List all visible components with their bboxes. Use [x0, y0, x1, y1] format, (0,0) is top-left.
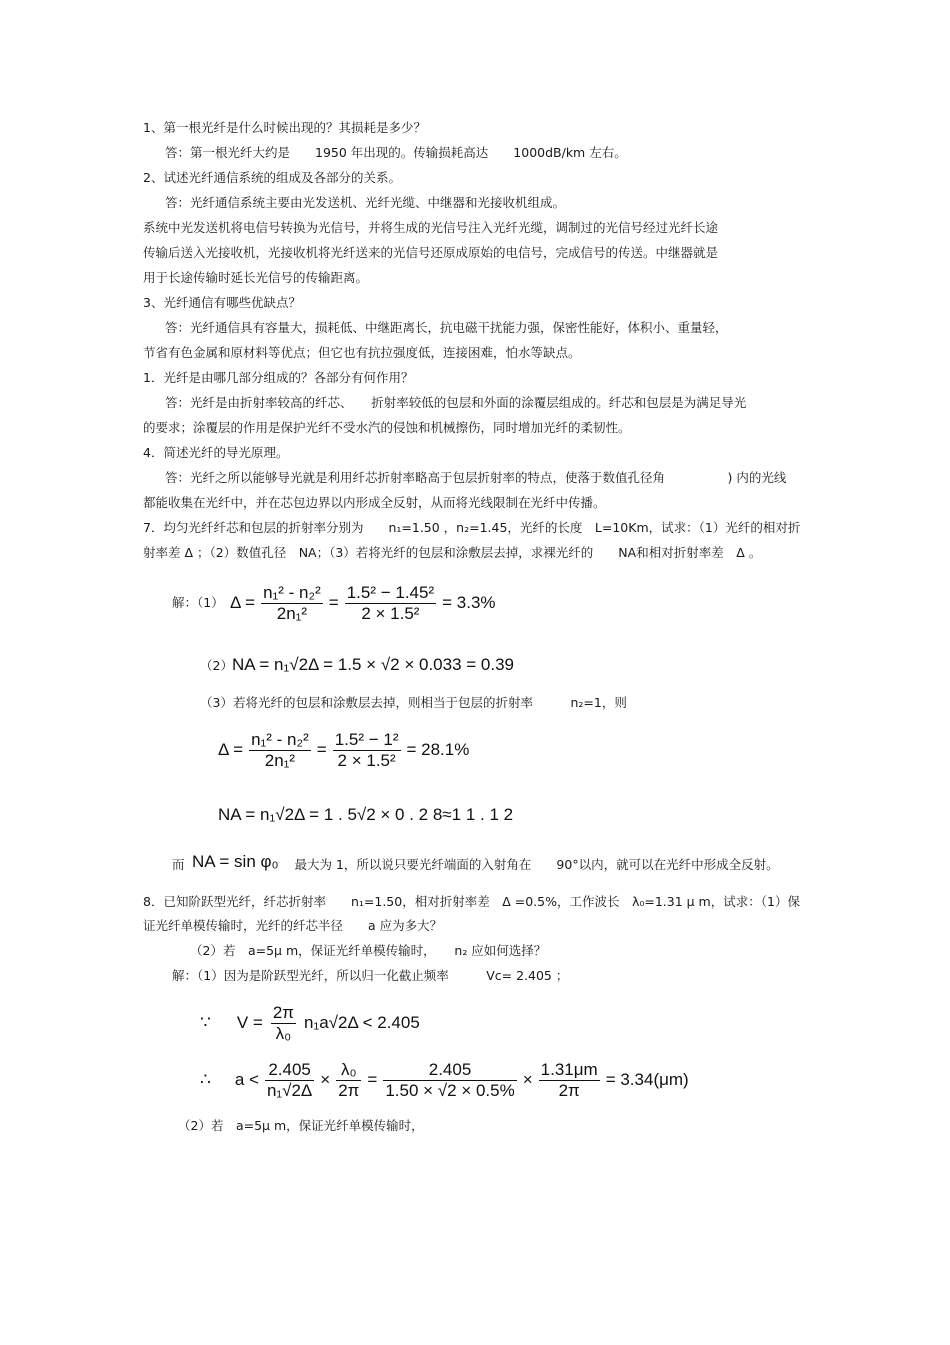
answer-4-line-1: 答：光纤是由折射率较高的纤芯、 折射率较低的包层和外面的涂覆层组成的。纤芯和包层是为满足导光 [165, 395, 747, 410]
question-7-line-1: 8．已知阶跃型光纤，纤芯折射率 n₁=1.50，相对折射率差 Δ =0.5%，工作波长 λ₀=1.31 μ m，试求：（1）保 [143, 894, 800, 909]
eq3-fraction-symbolic [249, 730, 311, 771]
solution-label: 解：（1） [172, 595, 224, 610]
answer-2-line-4: 用于长途传输时延长光信号的传输距离。 [143, 270, 369, 285]
eqa-f4-numerator: 1.31μm [540, 1059, 598, 1079]
eqa-result: = 3.34(μm) [605, 1070, 689, 1089]
equation-na-sin: NA = sin φ₀ [192, 852, 279, 871]
part-3-text: （3）若将光纤的包层和涂敷层去掉，则相当于包层的折射率 n₂=1，则 [200, 695, 627, 710]
eq1-equals: = [328, 593, 339, 612]
eqa-lhs: a < [234, 1070, 259, 1089]
conclusion-text: 最大为 1，所以说只要光纤端面的入射角在 90°以内，就可以在光纤中形成全反射。 [282, 857, 779, 872]
answer-5-line-1: 答：光纤之所以能够导光就是利用纤芯折射率略高于包层折射率的特点，使落于数值孔径角 ) 内的光线 [165, 470, 787, 485]
question-4: 1．光纤是由哪几部分组成的？各部分有何作用？ [143, 370, 414, 385]
question-6-line-1: 7．均匀光纤纤芯和包层的折射率分别为 n₁=1.50 ，n₂=1.45，光纤的长度 L=10Km，试求：（1）光纤的相对折 [143, 520, 801, 535]
eq1-fraction-symbolic [261, 583, 323, 624]
equation-delta-1 [230, 575, 496, 631]
eqv-numerator: 2π [272, 1002, 295, 1022]
eq1-fraction-numeric [345, 583, 436, 624]
equation-na-2: NA = n₁√2Δ = 1 . 5√2 × 0 . 2 8≈1 1 . 1 2 [218, 805, 514, 824]
answer-2-line-1: 答：光纤通信系统主要由光发送机、光纤光缆、中继器和光接收机组成。 [165, 195, 566, 210]
eq1-numerator-numeric: 1.5² − 1.45² [346, 582, 435, 602]
question-2: 2、试述光纤通信系统的组成及各部分的关系。 [143, 170, 401, 185]
eqa-f3-denominator: 1.50 × √2 × 0.5% [385, 1080, 515, 1100]
eq3-lhs: Δ = [218, 740, 244, 759]
eqa-fraction-2 [336, 1060, 361, 1101]
eqv-denominator: λ₀ [275, 1023, 292, 1043]
eqa-f3-numerator: 2.405 [383, 1060, 516, 1081]
answer-3-line-2: 节省有色金属和原材料等优点；但它也有抗拉强度低，连接困难，怕水等缺点。 [143, 345, 581, 360]
eqv-lhs: V = [236, 1013, 263, 1032]
conclusion-prefix: 而 [172, 857, 185, 872]
equals-symbol: = [367, 1070, 378, 1089]
eq1-result: = 3.3% [442, 593, 496, 612]
question-5: 4．简述光纤的导光原理。 [143, 445, 289, 460]
answer-4-line-2: 的要求；涂覆层的作用是保护光纤不受水汽的侵蚀和机械擦伤，同时增加光纤的柔韧性。 [143, 420, 631, 435]
eqa-f1-numerator: 2.405 [265, 1060, 314, 1081]
therefore-symbol: ∴ [200, 1070, 211, 1089]
question-6-line-2: 射率差 Δ ；（2）数值孔径 NA；（3）若将光纤的包层和涂敷层去掉，求裸光纤的 NA和相对折射率差 Δ 。 [143, 545, 762, 560]
eq1-lhs: Δ = [230, 593, 256, 612]
question-1: 1、第一根光纤是什么时候出现的？其损耗是多少？ [143, 120, 426, 135]
question-3: 3、光纤通信有哪些优缺点？ [143, 295, 301, 310]
eqv-rest: n₁a√2Δ < 2.405 [304, 1013, 420, 1032]
equation-na-1: NA = n₁√2Δ = 1.5 × √2 × 0.033 = 0.39 [232, 655, 514, 674]
eq1-denominator: 2n₁² [276, 603, 308, 623]
eq1-numerator: n₁² - n₂² [263, 582, 321, 602]
eq3-equals: = [316, 740, 327, 759]
eq3-denominator: 2n₁² [264, 750, 296, 770]
eqa-f2-numerator: λ₀ [336, 1060, 361, 1081]
answer-1: 答：第一根光纤大约是 1950 年出现的。传输损耗高达 1000dB/km 左右。 [165, 145, 627, 160]
eqv-fraction [271, 1003, 296, 1044]
eq3-result: = 28.1% [406, 740, 470, 759]
solution-7-part-2: （2）若 a=5μ m，保证光纤单模传输时， [178, 1118, 424, 1133]
answer-2-line-2: 系统中光发送机将电信号转换为光信号，并将生成的光信号注入光纤光缆，调制过的光信号经过光纤长途 [143, 220, 719, 235]
question-7-line-3: （2）若 a=5μ m，保证光纤单模传输时， n₂ 应如何选择？ [190, 943, 547, 958]
part-2-label: （2） [200, 658, 233, 673]
eqa-fraction-1 [265, 1060, 314, 1101]
answer-5-line-2: 都能收集在光纤中，并在芯包边界以内形成全反射，从而将光线限制在光纤中传播。 [143, 495, 606, 510]
equation-v [200, 998, 420, 1048]
eqa-f2-denominator: 2π [338, 1080, 360, 1100]
solution-7-line-1: 解：（1）因为是阶跃型光纤，所以归一化截止频率 Vc= 2.405 ； [172, 968, 569, 983]
question-7-line-2: 证光纤单模传输时，光纤的纤芯半径 a 应为多大？ [143, 918, 443, 933]
eq1-denominator-numeric: 2 × 1.5² [361, 603, 420, 623]
times-symbol: × [320, 1070, 331, 1089]
because-symbol: ∵ [200, 1013, 211, 1032]
answer-3-line-1: 答：光纤通信具有容量大，损耗低、中继距离长，抗电磁干扰能力强，保密性能好，体积小、重量轻， [165, 320, 728, 335]
equation-a [200, 1052, 689, 1108]
answer-2-line-3: 传输后送入光接收机，光接收机将光纤送来的光信号还原成原始的电信号，完成信号的传送。中继器就是 [143, 245, 719, 260]
equation-delta-2 [218, 722, 469, 778]
eq3-fraction-numeric [333, 730, 401, 771]
eqa-f1-denominator: n₁√2Δ [266, 1080, 313, 1100]
eqa-fraction-4 [539, 1060, 600, 1101]
eqa-fraction-3 [383, 1060, 516, 1101]
eqa-f4-denominator: 2π [558, 1080, 580, 1100]
eq3-denominator-numeric: 2 × 1.5² [337, 750, 396, 770]
times-symbol-2: × [522, 1070, 533, 1089]
eq3-numerator-numeric: 1.5² − 1² [334, 729, 399, 749]
eq3-numerator: n₁² - n₂² [251, 729, 309, 749]
